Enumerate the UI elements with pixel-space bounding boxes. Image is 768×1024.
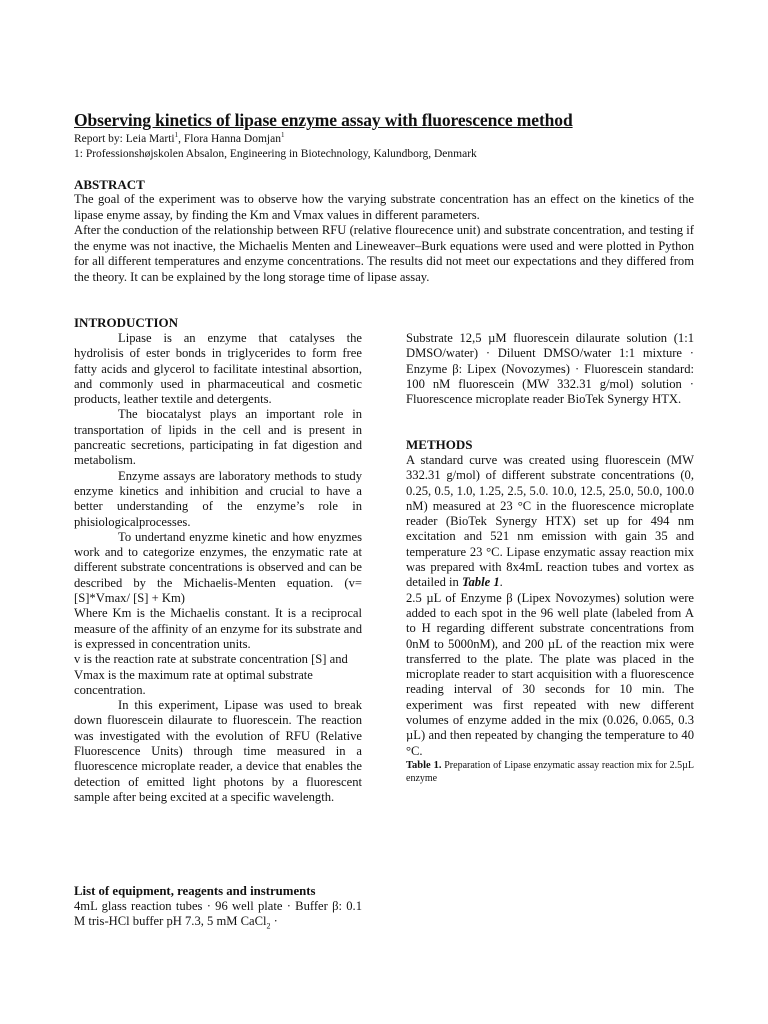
methods-body [406,453,694,785]
intro-paragraph-3: Enzyme assays are laboratory methods to study enzyme kinetics and inhibition and crucial to have a better understanding of the enzyme’s role in phisiologicalprocesses. [74,468,362,529]
abstract-heading: ABSTRACT [74,177,145,192]
methods-paragraph-1 [406,453,694,591]
intro-paragraph-7: In this experiment, Lipase was used to break down fluorescein dilaurate to fluorescein. The reaction was investigated with the evolution of RFU (Relative Fluorescence Units) through time measured in a fluorescence microplate reader, a device that enables the detection of emitted light photons by a fluorescent sample after being excited at a specific wavelength. [74,698,362,804]
abstract-body [74,192,694,285]
author-2: Flora Hanna Domjan [183,132,281,145]
intro-paragraph-5: Where Km is the Michaelis constant. It is a reciprocal measure of the affinity of an enzyme for its substrate and is expressed in concentration units. [74,606,362,651]
authors-prefix: Report by: [74,132,126,145]
intro-paragraph-2: The biocatalyst plays an important role in transportation of lipids in the cell and is present in pancreatic secretions, participating in fat digestion and metabolism. [74,407,362,468]
left-column [74,331,362,805]
equipment-tail: · [270,914,278,929]
table-1-reference[interactable]: Table 1 [461,575,500,590]
equipment-list-left [74,899,362,934]
introduction-heading: INTRODUCTION [74,315,179,330]
caption-label: Table 1. [406,759,442,771]
paper-title: Observing kinetics of lipase enzyme assay with fluorescence method [74,110,573,130]
author-1: Leia Marti [125,132,175,145]
abstract-paragraph-2: After the conduction of the relationship between RFU (relative flourecence unit) and substrate concentration, and testing if the enyme was not inactive, the Michaelis Menten and Lineweaver–Burk equations were used and were plotted in Python for all different temperatures and enzyme concentrations. The results did not meet our expectations and they differed from the theory. It can be explained by the long storage time of lipase assay. [74,223,694,284]
methods-paragraph-2: 2.5 µL of Enzyme β (Lipex Novozymes) solution were added to each spot in the 96 well plate (labeled from A to H regarding different substrate concentrations from 0nM to 5000nM), and 200 µL of the reaction mix were transferred to the plate. The plate was placed in the microplate reader to start acquisition with a fluorescence reading interval of 30 seconds for 10 min. The experiment was first repeated with new different volumes of enzyme added in the mix (0.026, 0.065, 0.3 µL) and then repeated by changing the temperature to 40 °C. [406,590,694,758]
methods-text-1-end: . [499,575,503,590]
authors-separator: , [178,132,184,145]
affiliation: 1: Professionshøjskolen Absalon, Engineering in Biotechnology, Kalundborg, Denmark [74,148,477,160]
methods-text-1: A standard curve was created using fluorescein (MW 332.31 g/mol) of different substrate concentrations (0, 0.25, 0.5, 1.0, 1.25, 2.5, 5.0. 10.0, 12.5, 25.0, 50.0, 100.0 nM) measured at 23 °C in the fluorescence microplate reader (BioTek Synergy HTX) set up for 494 nm excitation and 521 nm emission with gain 35 and temperature 23 °C. Lipase enzymatic assay reaction mix was prepared with 8x4mL reaction tubes and vortex as detailed in [406,453,694,590]
equipment-text-right: Substrate 12,5 µM fluorescein dilaurate solution (1:1 DMSO/water) · Diluent DMSO/water 1:1 mixture · Enzyme β: Lipex (Novozymes) · Fluorescein standard: 100 nM fluorescein (MW 332.31 g/mol) solution · Fluorescence microplate reader BioTek Synergy HTX. [406,331,694,407]
equipment-heading: List of equipment, reagents and instruments [74,884,316,898]
table-1-caption [406,759,694,785]
equipment-subscript: 2 [266,921,271,931]
methods-heading: METHODS [406,437,473,452]
authors-line [74,131,284,145]
author-1-affil: 1 [174,131,179,139]
intro-paragraph-1: Lipase is an enzyme that catalyses the hydrolisis of ester bonds in triglycerides to form free fatty acids and glycerol to facilitate intestinal absortion, and commonly used in pharmaceutical and cosmetic products, leather textile and detergents. [74,331,362,407]
abstract-paragraph-1: The goal of the experiment was to observe how the varying substrate concentration has an effect on the kinetics of the lipase enyme assay, by finding the Km and Vmax values in different parameters. [74,192,694,222]
intro-paragraph-4: To undertand enyzme kinetic and how enyzmes work and to categorize enzymes, the enzymatic rate at different substrate concentrations is observed and can be described by the Michaelis-Menten equation. (v=[S]*Vmax/ [S] + Km) [74,529,362,606]
right-column [406,331,694,407]
intro-paragraph-6: v is the reaction rate at substrate concentration [S] and Vmax is the maximum rate at optimal substrate concentration. [74,652,348,697]
caption-text: Preparation of Lipase enzymatic assay reaction mix for 2.5µL enzyme [406,759,694,784]
author-2-affil: 1 [280,131,285,139]
equipment-text-left: 4mL glass reaction tubes · 96 well plate · Buffer β: 0.1 M tris-HCl buffer pH 7.3, 5 mM CaCl [74,899,362,929]
